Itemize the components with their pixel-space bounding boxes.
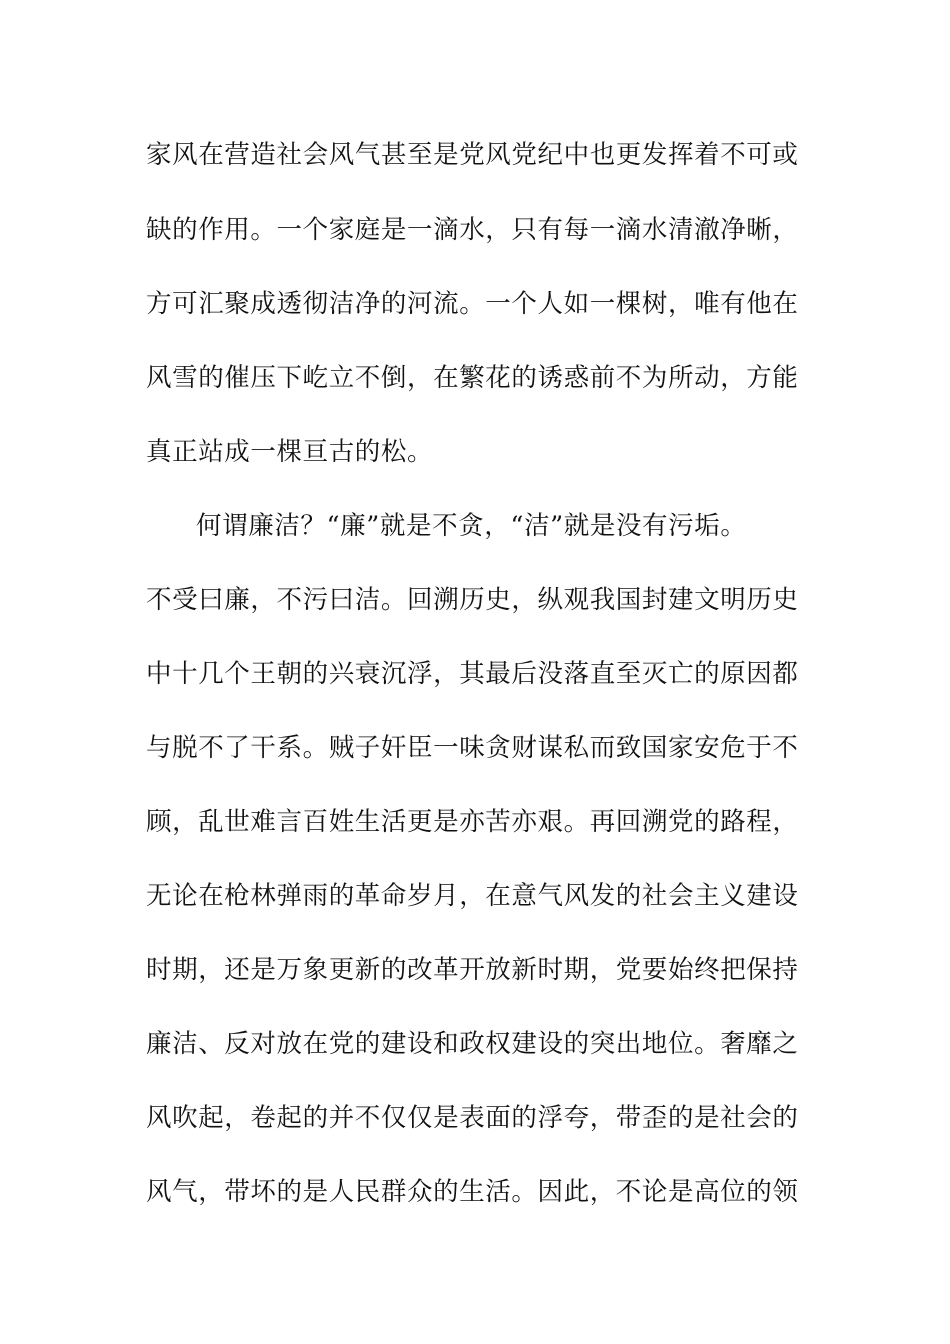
text-line: 家风在营造社会风气甚至是党风党纪中也更发挥着不可或 [146, 140, 799, 170]
text-line: 风吹起，卷起的并不仅仅是表面的浮夸，带歪的是社会的 [146, 1103, 799, 1133]
text-line: 与脱不了干系。贼子奸臣一味贪财谋私而致国家安危于不 [146, 733, 799, 763]
text-line: 不受曰廉，不污曰洁。回溯历史，纵观我国封建文明历史 [146, 585, 799, 615]
text-line: 廉洁、反对放在党的建设和政权建设的突出地位。奢靡之 [146, 1029, 799, 1059]
text-line: 风雪的催压下屹立不倒，在繁花的诱惑前不为所动，方能 [146, 363, 799, 393]
text-line: 无论在枪林弹雨的革命岁月，在意气风发的社会主义建设 [146, 881, 799, 911]
text-line: 风气，带坏的是人民群众的生活。因此，不论是高位的领 [146, 1177, 799, 1207]
paragraph-first-line: 何谓廉洁？“廉”就是不贪，“洁”就是没有污垢。 [196, 511, 747, 541]
text-line: 真正站成一棵亘古的松。 [146, 437, 434, 467]
text-line: 中十几个王朝的兴衰沉浮，其最后没落直至灭亡的原因都 [146, 659, 799, 689]
text-line: 缺的作用。一个家庭是一滴水，只有每一滴水清澈净晰， [146, 215, 799, 245]
text-line: 方可汇聚成透彻洁净的河流。一个人如一棵树，唯有他在 [146, 289, 799, 319]
text-line: 时期，还是万象更新的改革开放新时期，党要始终把保持 [146, 955, 799, 985]
text-line: 顾，乱世难言百姓生活更是亦苦亦艰。再回溯党的路程， [146, 807, 799, 837]
